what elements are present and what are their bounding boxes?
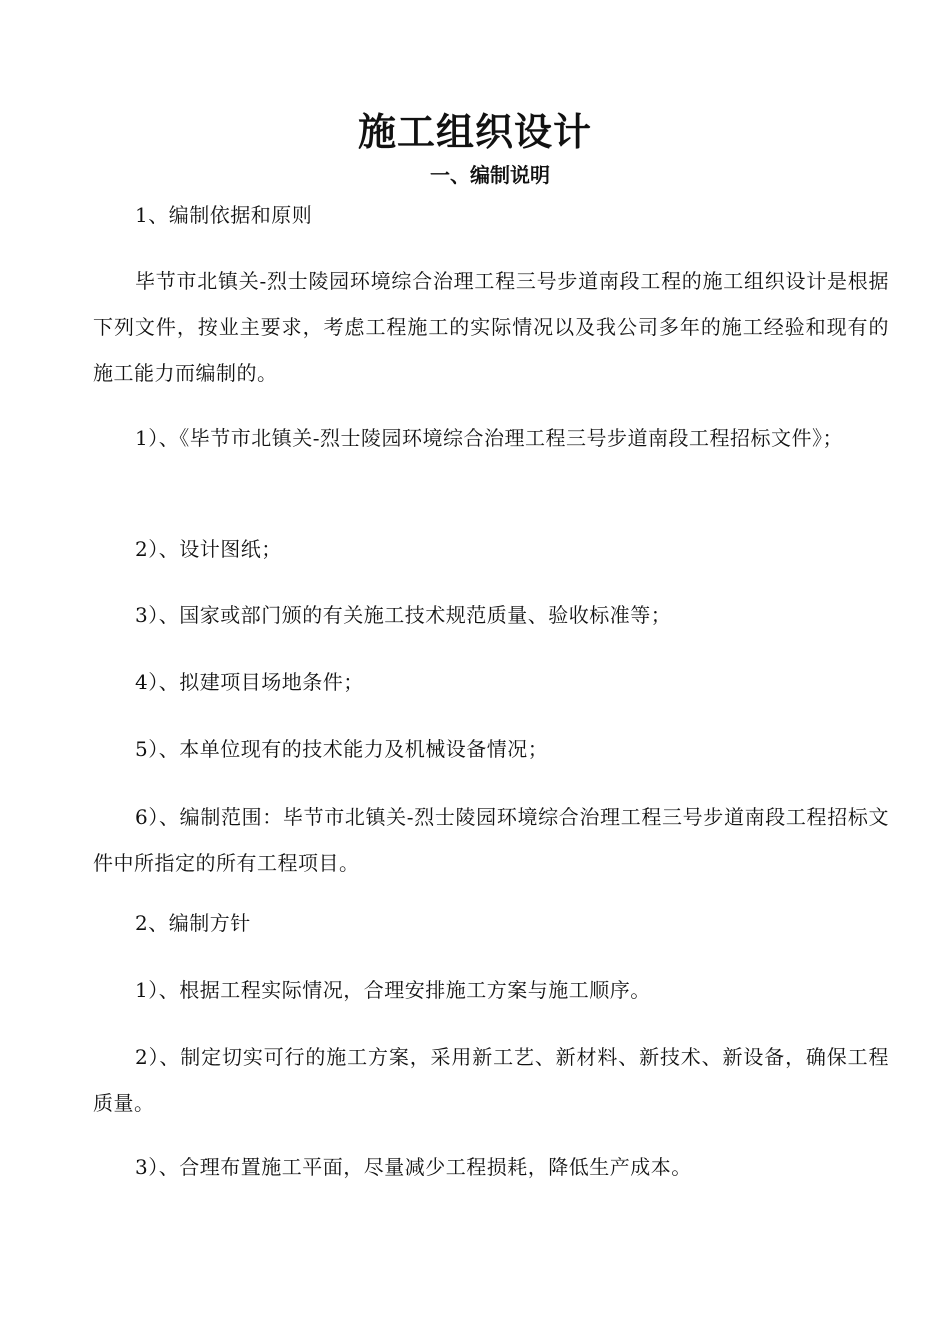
basis-item-3: 3）、国家或部门颁的有关施工技术规范质量、验收标准等； (135, 603, 672, 627)
policy-item-2: 2）、制定切实可行的施工方案，采用新工艺、新材料、新技术、新设备，确保工程质量。 (93, 1045, 889, 1115)
policy-item-1: 1）、根据工程实际情况，合理安排施工方案与施工顺序。 (135, 978, 651, 1002)
basis-item-6: 6）、编制范围：毕节市北镇关-烈士陵园环境综合治理工程三号步道南段工程招标文件中所指定的所有工程项目。 (93, 805, 889, 875)
document-title: 施工组织设计 (357, 110, 592, 154)
subsection-heading-policy: 2、编制方针 (135, 911, 251, 935)
basis-item-2: 2）、设计图纸； (135, 537, 282, 561)
subsection-heading-basis: 1、编制依据和原则 (135, 203, 313, 227)
basis-item-5: 5）、本单位现有的技术能力及机械设备情况； (135, 737, 549, 761)
policy-item-3: 3）、合理布置施工平面，尽量减少工程损耗，降低生产成本。 (135, 1155, 692, 1179)
intro-paragraph: 毕节市北镇关-烈士陵园环境综合治理工程三号步道南段工程的施工组织设计是根据下列文件，按业主要求，考虑工程施工的实际情况以及我公司多年的施工经验和现有的施工能力而编制的。 (93, 269, 889, 385)
basis-item-4: 4）、拟建项目场地条件； (135, 670, 364, 694)
basis-item-1: 1）、《毕节市北镇关-烈士陵园环境综合治理工程三号步道南段工程招标文件》； (135, 426, 843, 450)
section-heading: 一、编制说明 (430, 163, 550, 187)
